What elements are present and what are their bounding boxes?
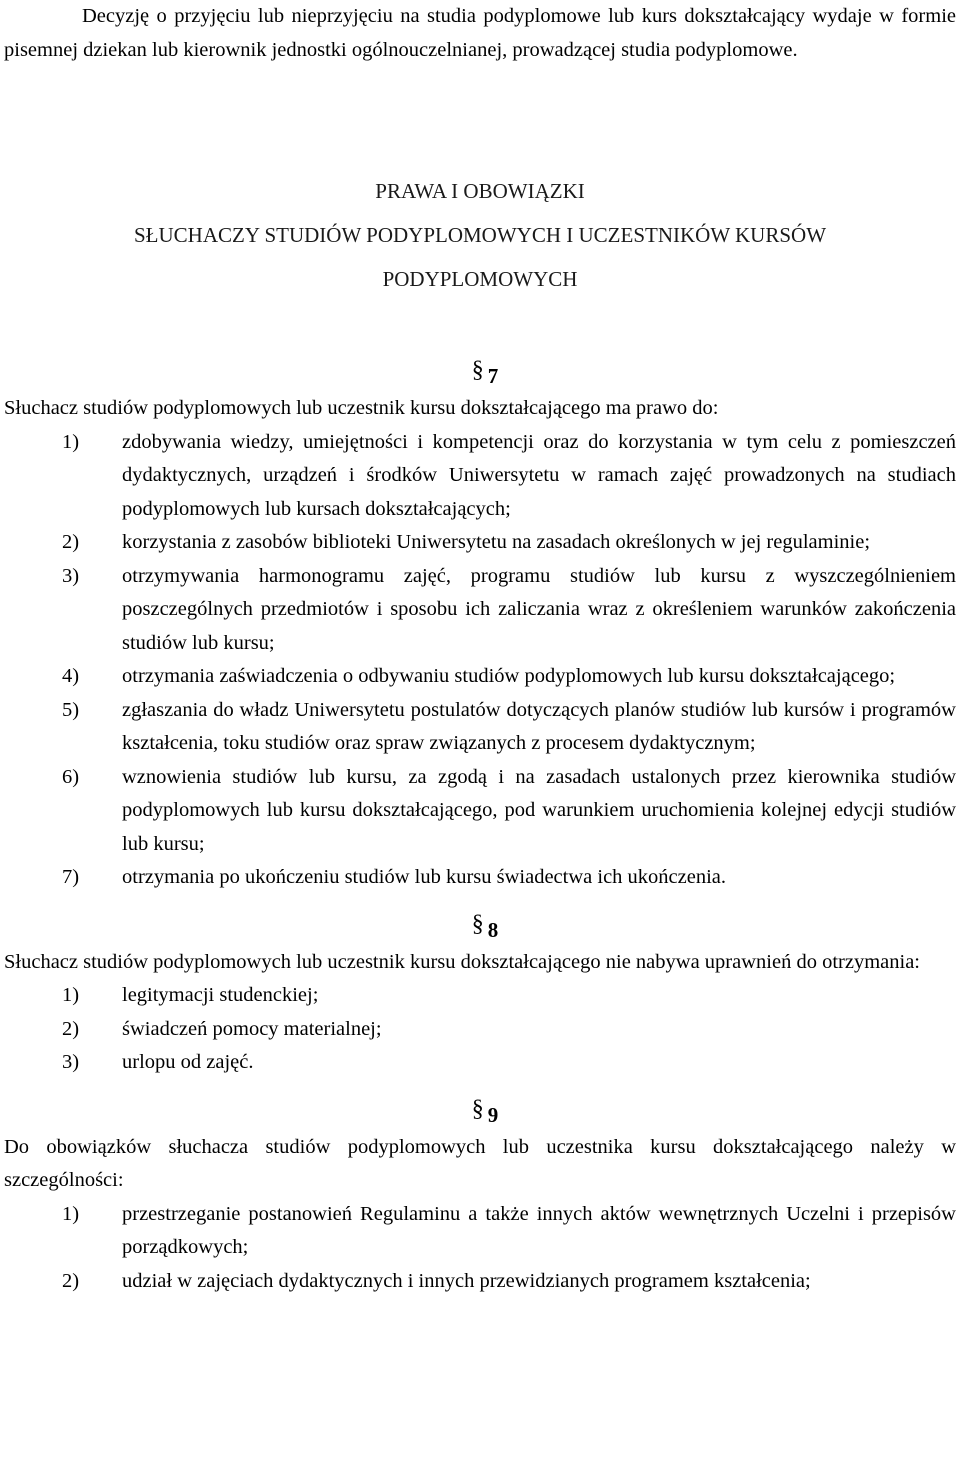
list-item (4, 861, 956, 895)
item-number: 5) (62, 698, 80, 721)
list-item (4, 660, 956, 694)
section-sign: § (471, 357, 484, 383)
intro-paragraph: Decyzję o przyjęciu lub nieprzyjęciu na studia podyplomowe lub kurs dokształcający wydaje w formie pisemnej dziekan lub kierownik jednostki ogólnouczelnianej, prowadzącej studia podyplomowe. (4, 5, 956, 61)
item-text: przestrzeganie postanowień Regulaminu a także innych aktów wewnętrznych Uczelni i przepisów porządkowych; (122, 1202, 956, 1258)
list-item (4, 1046, 956, 1080)
item-text: legitymacji studenckiej; (122, 984, 319, 1006)
item-number: 2) (62, 531, 80, 553)
section-9-heading (4, 1093, 956, 1131)
section-9-lead: Do obowiązków słuchacza studiów podyplomowych lub uczestnika kursu dokształcającego należy w szczególności: (4, 1135, 956, 1191)
list-item (4, 526, 956, 560)
item-text: urlopu od zajęć. (122, 1051, 254, 1073)
section-9-list (4, 1198, 956, 1299)
section-8-list (4, 979, 956, 1080)
item-number: 1) (62, 430, 80, 453)
item-text: udział w zajęciach dydaktycznych i innych przewidzianych programem kształcenia; (122, 1269, 811, 1292)
item-text: otrzymania zaświadczenia o odbywaniu studiów podyplomowych lub kursu dokształcającego; (122, 665, 896, 687)
section-sign: § (471, 1095, 484, 1122)
item-number: 2) (62, 1017, 80, 1040)
item-number: 1) (62, 1202, 80, 1225)
item-number: 1) (62, 984, 80, 1006)
item-text: otrzymywania harmonogramu zajęć, programu studiów lub kursu z wyszczególnieniem poszczególnych przedmiotów i sposobu ich zaliczania wraz z określeniem warunków zakończenia studiów lub kursu; (122, 564, 956, 654)
section-7-list (4, 426, 956, 895)
section-number: 7 (487, 364, 499, 388)
section-number: 8 (487, 917, 499, 942)
item-text: zgłaszania do władz Uniwersytetu postulatów dotyczących planów studiów lub kursów i programów kształcenia, toku studiów oraz spraw związanych z procesem dydaktycznym; (122, 698, 956, 754)
section-7-lead: Słuchacz studiów podyplomowych lub uczestnik kursu dokształcającego ma prawo do: (4, 397, 719, 419)
item-text: korzystania z zasobów biblioteki Uniwersytetu na zasadach określonych w jej regulaminie; (122, 531, 871, 553)
chapter-title-line-2: SŁUCHACZY STUDIÓW PODYPLOMOWYCH I UCZESTNIKÓW KURSÓW (133, 223, 827, 247)
item-text: świadczeń pomocy materialnej; (122, 1017, 382, 1040)
item-number: 3) (62, 564, 80, 587)
section-sign: § (471, 910, 484, 937)
item-text: otrzymania po ukończeniu studiów lub kursu świadectwa ich ukończenia. (122, 866, 727, 888)
item-number: 4) (62, 665, 80, 687)
list-item (4, 694, 956, 761)
list-item (4, 761, 956, 862)
list-item (4, 1198, 956, 1265)
chapter-title-line-3: PODYPLOMOWYCH (382, 267, 578, 291)
list-item (4, 979, 956, 1013)
chapter-title-line-1: PRAWA I OBOWIĄZKI (375, 179, 585, 203)
item-number: 7) (62, 866, 80, 888)
item-text: wznowienia studiów lub kursu, za zgodą i na zasadach ustalonych przez kierownika studiów podyplomowych lub kursu dokształcającego, pod warunkiem uruchomienia kolejnej edycji studiów lub kursu; (122, 765, 956, 855)
item-number: 2) (62, 1269, 80, 1292)
section-7-heading (4, 354, 956, 392)
list-item (4, 426, 956, 527)
list-item (4, 1265, 956, 1299)
item-number: 6) (62, 765, 80, 788)
list-item (4, 560, 956, 661)
document-page (4, 0, 956, 1298)
section-8-lead: Słuchacz studiów podyplomowych lub uczestnik kursu dokształcającego nie nabywa uprawnień do otrzymania: (4, 950, 920, 973)
section-8-heading (4, 908, 956, 946)
item-text: zdobywania wiedzy, umiejętności i kompetencji oraz do korzystania w tym celu z pomieszczeń dydaktycznych, urządzeń i środków Uniwersytetu w ramach zajęć prowadzonych na studiach podyplomowych lub kursach dokształcających; (122, 430, 956, 520)
item-number: 3) (62, 1051, 80, 1073)
section-number: 9 (487, 1102, 499, 1127)
list-item (4, 1013, 956, 1047)
